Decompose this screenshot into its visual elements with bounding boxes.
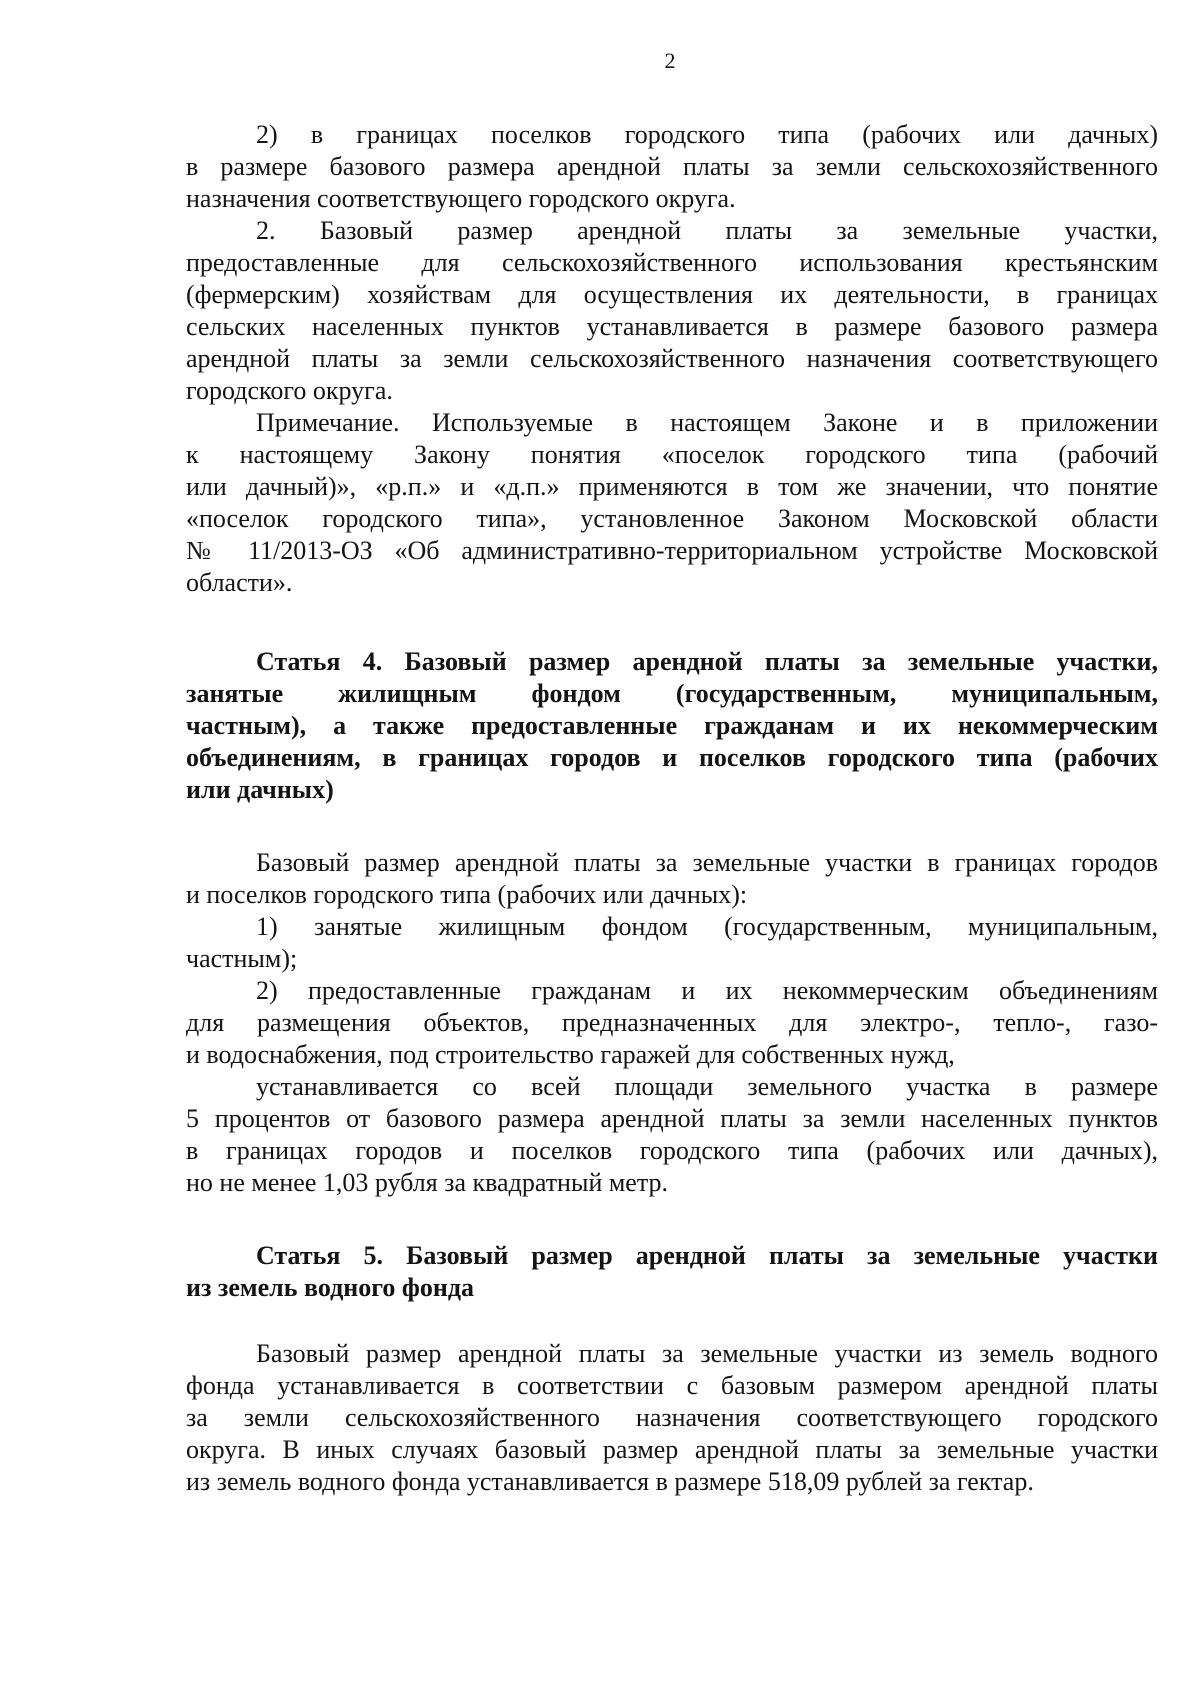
text-line: округа. В иных случаях базовый размер арендной платы за земельные участки — [186, 1435, 1158, 1464]
text-line: предоставленные для сельскохозяйственного использования крестьянским — [186, 248, 1158, 277]
text-line: или дачный)», «р.п.» и «д.п.» применяются в том же значении, что понятие — [186, 472, 1158, 501]
text-line: фонда устанавливается в соответствии с базовым размером арендной платы — [186, 1371, 1158, 1400]
heading-line: объединениям, в границах городов и поселков городского типа (рабочих — [186, 743, 1158, 772]
text-line: к настоящему Закону понятия «поселок городского типа (рабочий — [186, 440, 1158, 469]
text-line: и поселков городского типа (рабочих или дачных): — [186, 880, 748, 909]
article-4-body — [186, 847, 1158, 1199]
text-line: устанавливается со всей площади земельного участка в размере — [256, 1072, 1158, 1101]
heading-line: или дачных) — [186, 775, 334, 804]
text-line: но не менее 1,03 рубля за квадратный метр. — [186, 1168, 669, 1197]
article-4-heading — [186, 646, 1158, 806]
text-line: для размещения объектов, предназначенных для электро-, тепло-, газо- — [186, 1008, 1158, 1037]
text-line: арендной платы за земли сельскохозяйственного назначения соответствующего — [186, 344, 1158, 373]
text-line: 1) занятые жилищным фондом (государственным, муниципальным, — [256, 912, 1158, 941]
text-line: 2) в границах поселков городского типа (рабочих или дачных) — [256, 120, 1158, 149]
text-line: Примечание. Используемые в настоящем Законе и в приложении — [256, 408, 1158, 437]
heading-line: из земель водного фонда — [186, 1273, 475, 1302]
item-2-text — [186, 119, 1158, 215]
text-line: Базовый размер арендной платы за земельные участки в границах городов — [256, 848, 1158, 877]
text-line: № 11/2013-ОЗ «Об административно-территориальном устройстве Московской — [186, 536, 1158, 565]
text-line: 2. Базовый размер арендной платы за земельные участки, — [256, 216, 1158, 245]
text-line: частным); — [186, 944, 298, 973]
text-line: в размере базового размера арендной платы за земли сельскохозяйственного — [186, 152, 1158, 181]
text-line: и водоснабжения, под строительство гаражей для собственных нужд, — [186, 1040, 955, 1069]
text-line: сельских населенных пунктов устанавливается в размере базового размера — [186, 312, 1158, 341]
heading-line: частным), а также предоставленные гражданам и их некоммерческим — [186, 711, 1158, 740]
heading-line: Статья 4. Базовый размер арендной платы за земельные участки, — [256, 647, 1158, 676]
heading-line: занятые жилищным фондом (государственным, муниципальным, — [186, 679, 1158, 708]
text-line: (фермерским) хозяйствам для осуществления их деятельности, в границах — [186, 280, 1158, 309]
text-line: за земли сельскохозяйственного назначения соответствующего городского — [186, 1403, 1158, 1432]
page-number: 2 — [664, 48, 676, 73]
text-line: из земель водного фонда устанавливается в размере 518,09 рублей за гектар. — [186, 1467, 1034, 1496]
text-line: городского округа. — [186, 376, 393, 405]
text-line: 5 процентов от базового размера арендной платы за земли населенных пунктов — [186, 1104, 1158, 1133]
note-paragraph — [186, 407, 1158, 599]
text-line: назначения соответствующего городского округа. — [186, 184, 736, 213]
text-line: 2) предоставленные гражданам и их некоммерческим объединениям — [256, 976, 1158, 1005]
article-5-body — [186, 1338, 1158, 1498]
article-5-heading — [186, 1240, 1158, 1304]
text-line: «поселок городского типа», установленное Законом Московской области — [186, 504, 1158, 533]
paragraph-2 — [186, 215, 1158, 407]
heading-line: Статья 5. Базовый размер арендной платы за земельные участки — [256, 1241, 1158, 1270]
text-line: в границах городов и поселков городского типа (рабочих или дачных), — [186, 1136, 1158, 1165]
text-line: Базовый размер арендной платы за земельные участки из земель водного — [256, 1339, 1158, 1368]
text-line: области». — [186, 568, 293, 597]
